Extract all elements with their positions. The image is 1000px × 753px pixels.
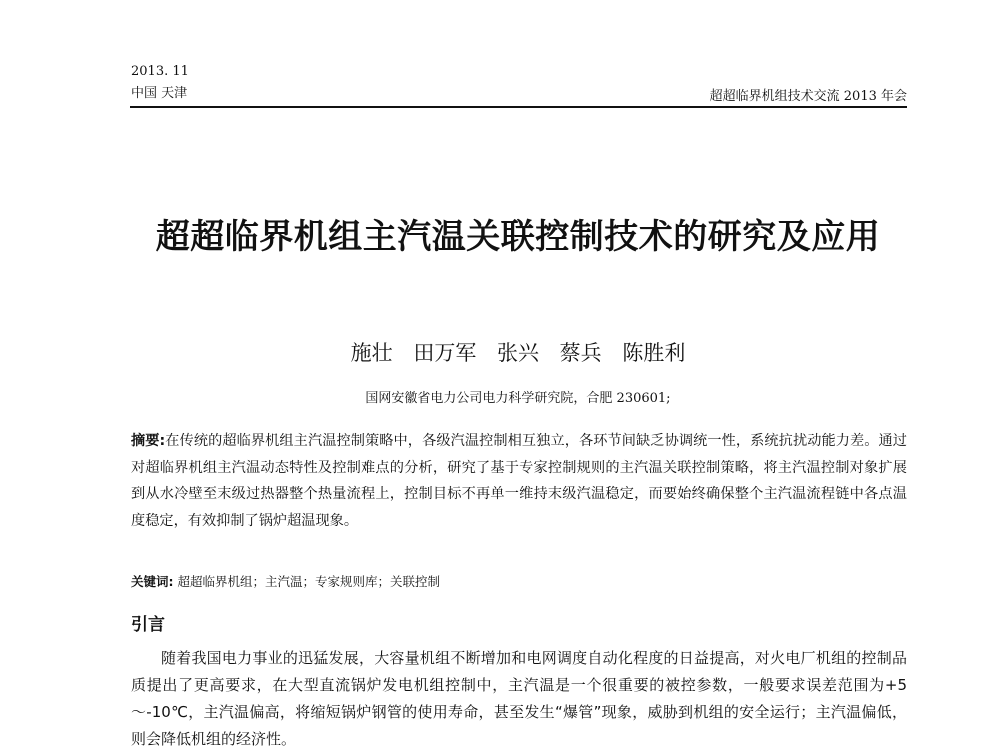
abstract-label: 摘要: (131, 433, 166, 449)
header-place: 中国 天津 (131, 86, 188, 101)
header-date: 2013. 11 (131, 64, 189, 79)
header-rule (130, 106, 907, 108)
keywords-text: 超超临界机组；主汽温；专家规则库；关联控制 (177, 574, 440, 589)
paper-authors: 施壮 田万军 张兴 蔡兵 陈胜利 (350, 341, 686, 365)
keywords-label: 关键词: (131, 574, 174, 589)
introduction-paragraph: 随着我国电力事业的迅猛发展，大容量机组不断增加和电网调度自动化程度的日益提高，对火电厂机组的控制品质提出了更高要求，在大型直流锅炉发电机组控制中，主汽温是一个很重要的被控参数，一般要求误差范围为+5～-10℃，主汽温偏高，将缩短锅炉钢管的使用寿命，甚至发生“爆管”现象，威胁到机组的安全运行；主汽温偏低，则会降低机组的经济性。 (131, 649, 907, 748)
section-heading-introduction: 引言 (131, 615, 165, 635)
keywords (131, 573, 907, 591)
paper-affiliation: 国网安徽省电力公司电力科学研究院，合肥 230601; (365, 391, 671, 406)
abstract (131, 428, 907, 534)
paper-title: 超超临界机组主汽温关联控制技术的研究及应用 (155, 217, 881, 257)
abstract-text: 在传统的超临界机组主汽温控制策略中，各级汽温控制相互独立，各环节间缺乏协调统一性，系统抗扰动能力差。通过对超临界机组主汽温动态特性及控制难点的分析，研究了基于专家控制规则的主汽温关联控制策略，将主汽温控制对象扩展到从水冷壁至末级过热器整个热量流程上，控制目标不再单一维持末级汽温稳定，而要始终确保整个主汽温流程链中各点温度稳定，有效抑制了锅炉超温现象。 (131, 433, 907, 529)
header-conference: 超超临界机组技术交流 2013 年会 (709, 89, 907, 104)
